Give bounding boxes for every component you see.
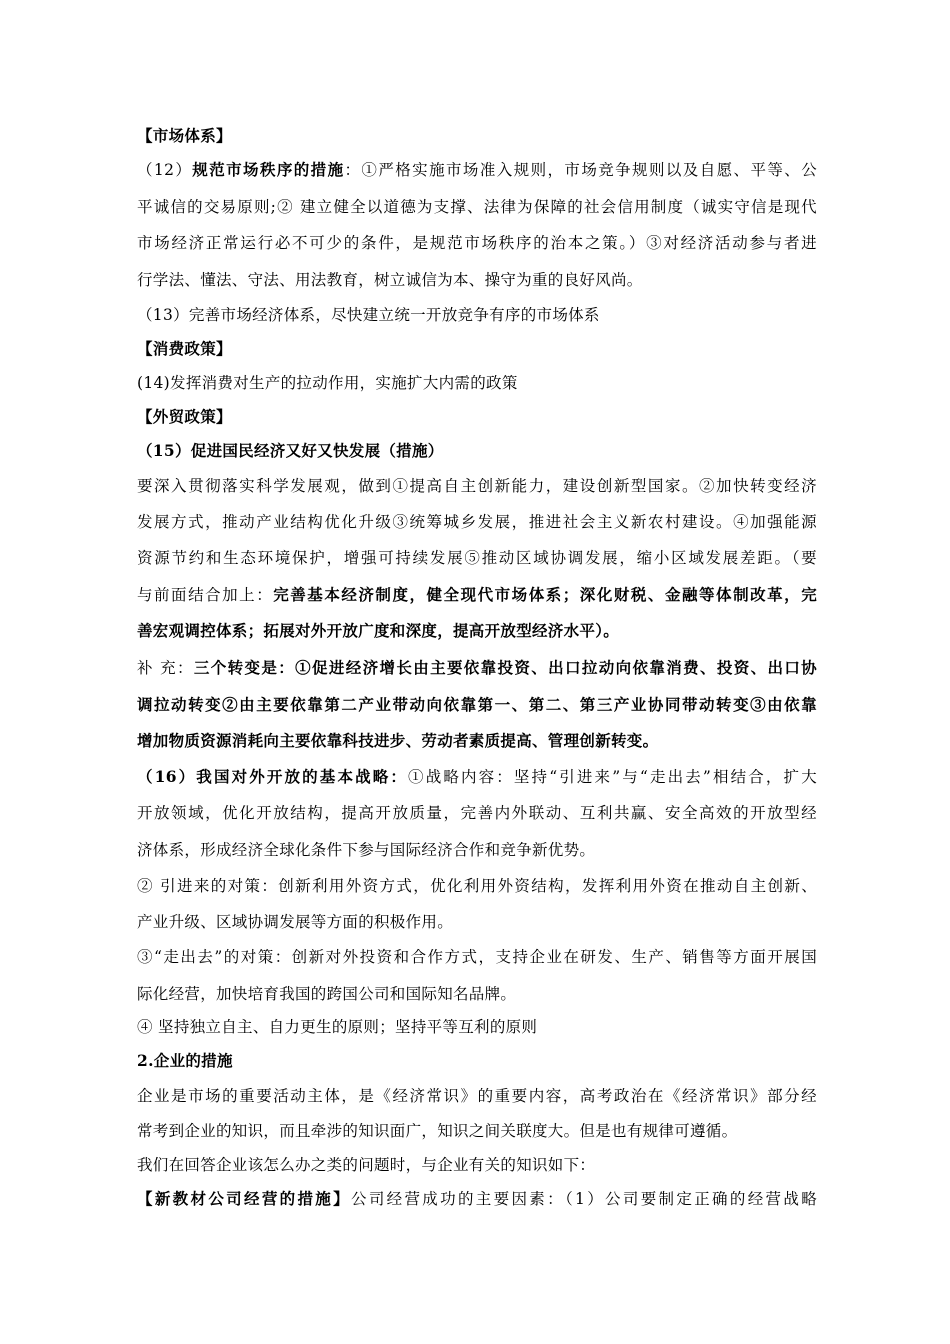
paragraph-15-line-2: 发展方式，推动产业结构优化升级③统筹城乡发展，推进社会主义新农村建设。④加强能源 — [137, 513, 817, 531]
paragraph-15-title: （15）促进国民经济又好又快发展（措施） — [137, 441, 444, 460]
paragraph-text: ：①严格实施市场准入规则，市场竞争规则以及自愿、平等、公 — [344, 161, 818, 179]
heading-enterprise-measures: 2.企业的措施 — [137, 1051, 233, 1070]
paragraph-text: 与前面结合加上： — [137, 586, 274, 604]
paragraph-15-line-3: 资源节约和生态环境保护，增强可持续发展⑤推动区域协调发展，缩小区域发展差距。（要 — [137, 549, 817, 567]
supplement-line-3: 增加物质资源消耗向主要依靠科技进步、劳动者素质提高、管理创新转变。 — [137, 731, 659, 750]
supplement-line-1 — [137, 658, 817, 678]
heading-market-system: 【市场体系】 — [137, 126, 232, 145]
enterprise-text: 公司经营成功的主要因素：（1）公司要制定正确的经营战略 — [350, 1190, 817, 1208]
supplement-line-2: 调拉动转变②由主要依靠第二产业带动向依靠第一、第二、第三产业协同带动转变③由依靠 — [137, 695, 817, 714]
paragraph-16-line-4: ② 引进来的对策：创新利用外资方式，优化利用外资结构，发挥利用外资在推动自主创新、 — [137, 877, 817, 895]
paragraph-16-line-6: ③“走出去”的对策：创新对外投资和合作方式，支持企业在研发、生产、销售等方面开展国 — [137, 948, 817, 966]
enterprise-heading: 【新教材公司经营的措施】 — [137, 1189, 351, 1208]
enterprise-line-4 — [137, 1189, 817, 1209]
enterprise-line-3: 我们在回答企业该怎么办之类的问题时，与企业有关的知识如下： — [137, 1156, 596, 1174]
paragraph-15-line-5: 善宏观调控体系；拓展对外开放广度和深度，提高开放型经济水平）。 — [137, 621, 620, 640]
paragraph-16-line-3: 济体系，形成经济全球化条件下参与国际经济合作和竞争新优势。 — [137, 841, 596, 859]
supplement-label: 补 充： — [137, 659, 194, 677]
paragraph-12-line-2: 平诚信的交易原则;② 建立健全以道德为支撑、法律为保障的社会信用制度（诚实守信是现代 — [137, 198, 817, 216]
paragraph-12-line-1 — [137, 160, 817, 180]
paragraph-title: 规范市场秩序的措施 — [192, 160, 345, 179]
paragraph-15-line-4 — [137, 585, 817, 605]
paragraph-16-line-2: 开放领域，优化开放结构，提高开放质量，完善内外联动、互利共赢、安全高效的开放型经 — [137, 804, 817, 822]
paragraph-16-line-8: ④ 坚持独立自主、自力更生的原则；坚持平等互利的原则 — [137, 1018, 538, 1036]
paragraph-15-line-1: 要深入贯彻落实科学发展观，做到①提高自主创新能力，建设创新型国家。②加快转变经济 — [137, 477, 817, 495]
heading-foreign-trade-policy: 【外贸政策】 — [137, 407, 232, 426]
paragraph-title: （16）我国对外开放的基本战略： — [137, 767, 409, 786]
paragraph-16-line-5: 产业升级、区域协调发展等方面的积极作用。 — [137, 913, 454, 931]
enterprise-line-2: 常考到企业的知识，而且牵涉的知识面广，知识之间关联度大。但是也有规律可遵循。 — [137, 1122, 738, 1140]
paragraph-12-line-4: 行学法、懂法、守法、用法教育，树立诚信为本、操守为重的良好风尚。 — [137, 271, 643, 289]
paragraph-13: （13）完善市场经济体系，尽快建立统一开放竞争有序的市场体系 — [137, 306, 600, 324]
supplement-text: 三个转变是：①促进经济增长由主要依靠投资、出口拉动向依靠消费、投资、出口协 — [193, 658, 817, 677]
paragraph-14: (14)发挥消费对生产的拉动作用，实施扩大内需的政策 — [137, 374, 518, 392]
heading-consumption-policy: 【消费政策】 — [137, 339, 232, 358]
paragraph-text: ①战略内容：坚持“引进来”与“走出去”相结合，扩大 — [408, 768, 818, 786]
enterprise-line-1: 企业是市场的重要活动主体，是《经济常识》的重要内容，高考政治在《经济常识》部分经 — [137, 1087, 817, 1105]
paragraph-number: （12） — [137, 161, 193, 179]
paragraph-16-line-7: 际化经营，加快培育我国的跨国公司和国际知名品牌。 — [137, 985, 517, 1003]
paragraph-12-line-3: 市场经济正常运行必不可少的条件，是规范市场秩序的治本之策。）③对经济活动参与者进 — [137, 234, 817, 252]
paragraph-bold-text: 完善基本经济制度，健全现代市场体系；深化财税、金融等体制改革，完 — [273, 585, 817, 604]
paragraph-16-line-1 — [137, 767, 817, 787]
